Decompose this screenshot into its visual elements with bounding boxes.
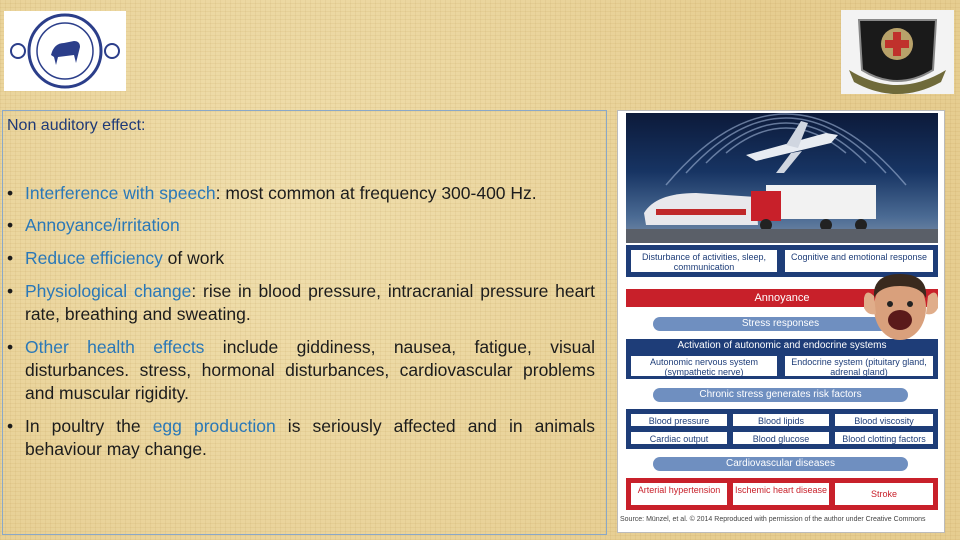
bullet-text: In poultry the [25, 416, 153, 436]
risk-factor-item: Blood pressure [630, 413, 728, 427]
highlight-term: Other health effects [25, 337, 205, 357]
stress-responses-pill: Stress responses [653, 317, 908, 331]
highlight-term: egg production [152, 416, 276, 436]
highlight-term: Annoyance/irritation [25, 215, 180, 235]
highlight-term: Reduce efficiency [25, 248, 163, 268]
annoyance-bar: Annoyance [626, 289, 938, 307]
risk-factor-item: Cardiac output [630, 431, 728, 445]
bullet-text: include giddiness, nausea, fatigue, visual disturbances. stress, hormonal disturbances, cardiovascular problems and muscular rigidity. [25, 337, 595, 403]
transport-noise-image [626, 113, 938, 243]
disease-item: Arterial hypertension [630, 482, 728, 506]
bullet-dot-icon: • [7, 248, 14, 268]
list-item [7, 415, 595, 461]
risk-factor-item: Blood clotting factors [834, 431, 934, 445]
chronic-stress-pill: Chronic stress generates risk factors [653, 388, 908, 402]
bullet-dot-icon: • [7, 337, 14, 357]
highlight-term: Interference with speech [25, 183, 216, 203]
bullet-text: : most common at frequency 300-400 Hz. [215, 183, 537, 203]
bullet-dot-icon: • [7, 215, 14, 235]
cognitive-box: Cognitive and emotional response [784, 249, 934, 273]
bullet-dot-icon: • [7, 183, 14, 203]
list-item [7, 280, 595, 326]
institute-logo [4, 11, 126, 91]
cardiovascular-pill: Cardiovascular diseases [653, 457, 908, 471]
list-item [7, 182, 595, 205]
list-item [7, 214, 595, 237]
list-item [7, 247, 595, 270]
bullet-list [7, 182, 595, 472]
bullet-text: of work [162, 248, 225, 268]
bullet-text: : rise in blood pressure, intracranial pressure heart rate, breathing and sweating. [25, 281, 595, 324]
bullet-dot-icon: • [7, 281, 14, 301]
autonomic-box: Autonomic nervous system (sympathetic nerve) [630, 355, 778, 377]
stressed-man-image [862, 268, 940, 350]
disease-item: Stroke [834, 482, 934, 506]
list-item [7, 336, 595, 405]
figure-caption: Source: Münzel, et al. © 2014 Reproduced with permission of the author under Creative Commons [620, 516, 926, 523]
bullet-text: is seriously affected and in animals behaviour may change. [25, 416, 595, 459]
slide-heading: Non auditory effect: [7, 117, 146, 134]
risk-factor-item: Blood viscosity [834, 413, 934, 427]
activation-title: Activation of autonomic and endocrine systems [677, 340, 887, 351]
bullet-dot-icon: • [7, 416, 14, 436]
risk-factor-item: Blood glucose [732, 431, 830, 445]
highlight-term: Physiological change [25, 281, 192, 301]
disease-item: Ischemic heart disease [732, 482, 830, 506]
risk-factor-item: Blood lipids [732, 413, 830, 427]
endocrine-box: Endocrine system (pituitary gland, adrenal gland) [784, 355, 934, 377]
disturbance-box: Disturbance of activities, sleep, communication [630, 249, 778, 273]
college-logo [841, 10, 954, 94]
